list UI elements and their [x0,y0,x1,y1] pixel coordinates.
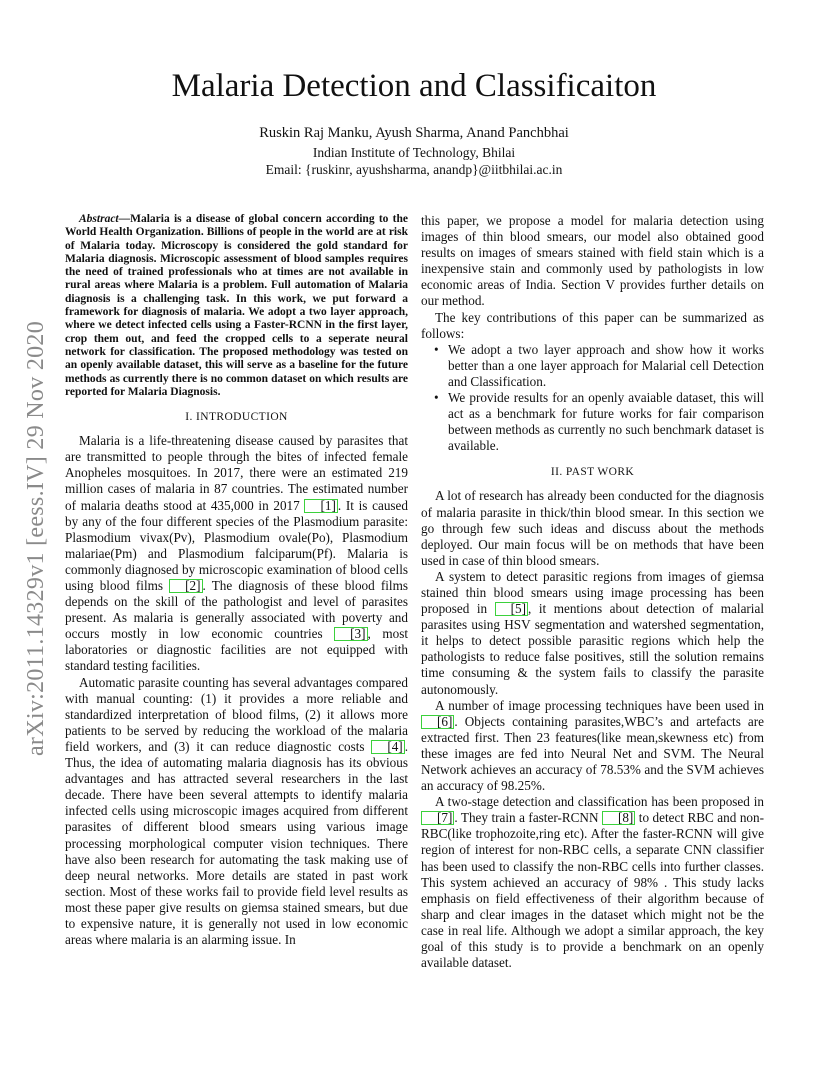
citation-link[interactable]: [5] [495,602,528,616]
contributions-intro: The key contributions of this paper can be summarized as follows: [421,309,764,341]
intro-paragraph-3: this paper, we propose a model for malaria detection using images of thin blood smears, our model also obtained good results on images of smears stained with field stain which is a inexpensive stain and commonly used by pathologists in low economic areas of India. Section V provides further details on our method. [421,213,764,309]
citation-link[interactable]: [6] [421,715,454,729]
citation-link[interactable]: [3] [334,627,367,641]
citation-link[interactable]: [4] [371,740,404,754]
citation-link[interactable]: [1] [304,499,337,513]
abstract-text: —Malaria is a disease of global concern according to the World Health Organization. Billions of people in the world are at risk of Malaria today. Microscopy is considered the gold standard for Malaria diagnosis. Microscopic assessment of blood samples requires the need of trained professionals who at times are not available in rural areas where Malaria is a problem. Full automation of Malaria diagnosis is a challenging task. In this work, we put forward a framework for diagnosis of malaria. We adopt a two layer approach, where we detect infected cells using a Faster-RCNN in the first layer, crop them out, and feed the cropped cells to a seperate neural network for classification. The proposed methodology was tested on an openly available dataset, this will serve as a baseline for the future methods as currently there is no common dataset on which results are reported for Malaria Diagnosis. [65,213,408,398]
citation-link[interactable]: [7] [421,811,454,825]
arxiv-stamp: arXiv:2011.14329v1 [eess.IV] 29 Nov 2020 [23,320,50,756]
list-item: • We provide results for an openly avaiable dataset, this will act as a benchmark for future works for fair comparison between methods as currently no such benchmark dataset is available. [448,390,764,454]
intro-paragraph-1: Malaria is a life-threatening disease caused by parasites that are transmitted to people through the bites of infected female Anopheles mosquitoes. In 2017, there were an estimated 219 million cases of malaria in 87 countries. The estimated number of malaria deaths stood at 435,000 in 2017 [1] . It is caused by any of the four different species of the Plasmodium parasite: Plasmodium vivax(Pv), Plasmodium ovale(Po), Plasmodium malariae(Pm) and Plasmodium falciparum(Pf). Malaria is commonly diagnosed by microscopic examination of blood cells using blood films [2] . The diagnosis of these blood films depends on the skill of the pathologist and level of parasites present. As malaria is generally associated with poverty and occurs mostly in low economic countries [3] , most laboratories or diagnostic facilities are not equipped with standard testing facilities. [65,433,408,674]
past-work-paragraph-1: A lot of research has already been conducted for the diagnosis of malaria parasite in thick/thin blood smear. In this section we go through few such ideas and discuss about the methods deployed. Our main focus will be on methods that have been used in case of thin blood smears. [421,488,764,568]
citation-link[interactable]: [2] [169,579,202,593]
past-work-paragraph-2: A system to detect parasitic regions from images of giemsa stained thin blood smears using image processing has been proposed in [5] , it mentions about detection of malarial parasites using HSV segmentation and watershed segmentation, it helps to detect possible parasitic regions which help the pathologists to reduce false positives, still the solution remains time consuming & the system fails to classify the parasite autonomously. [421,568,764,697]
authors: Ruskin Raj Manku, Ayush Sharma, Anand Panchbhai [259,125,569,141]
citation-link[interactable]: [8] [602,811,635,825]
list-item: • We adopt a two layer approach and show how it works better than a one layer approach for Malarial cell Detection and Classification. [448,342,764,390]
abstract [65,213,408,399]
section-heading-introduction: I. INTRODUCTION [185,411,288,424]
email: Email: {ruskinr, ayushsharma, anandp}@iitbhilai.ac.in [265,162,563,177]
paper-title: Malaria Detection and Classificaiton [171,68,657,104]
contributions-list [421,342,764,455]
past-work-paragraph-3: A number of image processing techniques have been used in [6] . Objects containing parasites,WBC’s and artefacts are extracted first. Then 23 features(like mean,skewness etc) from these images are fed into Neural Net and SVM. The Neural Network achieves an accuracy of 78.53% and the SVM achieves an accuracy of 98.25%. [421,697,764,794]
past-work-paragraph-4: A two-stage detection and classification has been proposed in [7] . They train a faster-RCNN [8] to detect RBC and non-RBC(like trophozoite,ring etc). After the faster-RCNN will give region of interest for non-RBC cells, a separate CNN classifier has been used to classify the non-RBC cells into further classes. This system achieved an accuracy of 98% . This study lacks emphasis on field effectiveness of their algorithm because of sharp and clear images in the dataset which might not be the case in real life. Although we adopt a similar approach, the key goal of this study is to provide a benchmark on an openly available dataset. [421,794,764,971]
abstract-lead: Abstract [79,213,119,225]
left-column [65,213,408,948]
section-heading-past-work: II. PAST WORK [550,466,635,479]
intro-paragraph-2: Automatic parasite counting has several advantages compared with manual counting: (1) it provides a more reliable and standardized interpretation of blood films, (2) it allows more patients to be served by reducing the workload of the malaria field workers, and (3) it can reduce diagnostic costs [4] . Thus, the idea of automating malaria diagnosis has its obvious advantages and has attracted several researchers in the last decade. There have been several attempts to identify malaria infected cells using microscopic images acquired from different parasites of different blood smears using various image processing morphological computer vision techniques. There have also been research for automating the task making use of deep neural networks. More details are stated in past work section. Most of these works fail to provide field level results as most these paper give results on giemsa stained smears, but due to expensive nature, it is generally not used in low economic areas where malaria is an alarming issue. In [65,674,408,948]
affiliation: Indian Institute of Technology, Bhilai [312,145,516,160]
right-column [421,213,764,971]
